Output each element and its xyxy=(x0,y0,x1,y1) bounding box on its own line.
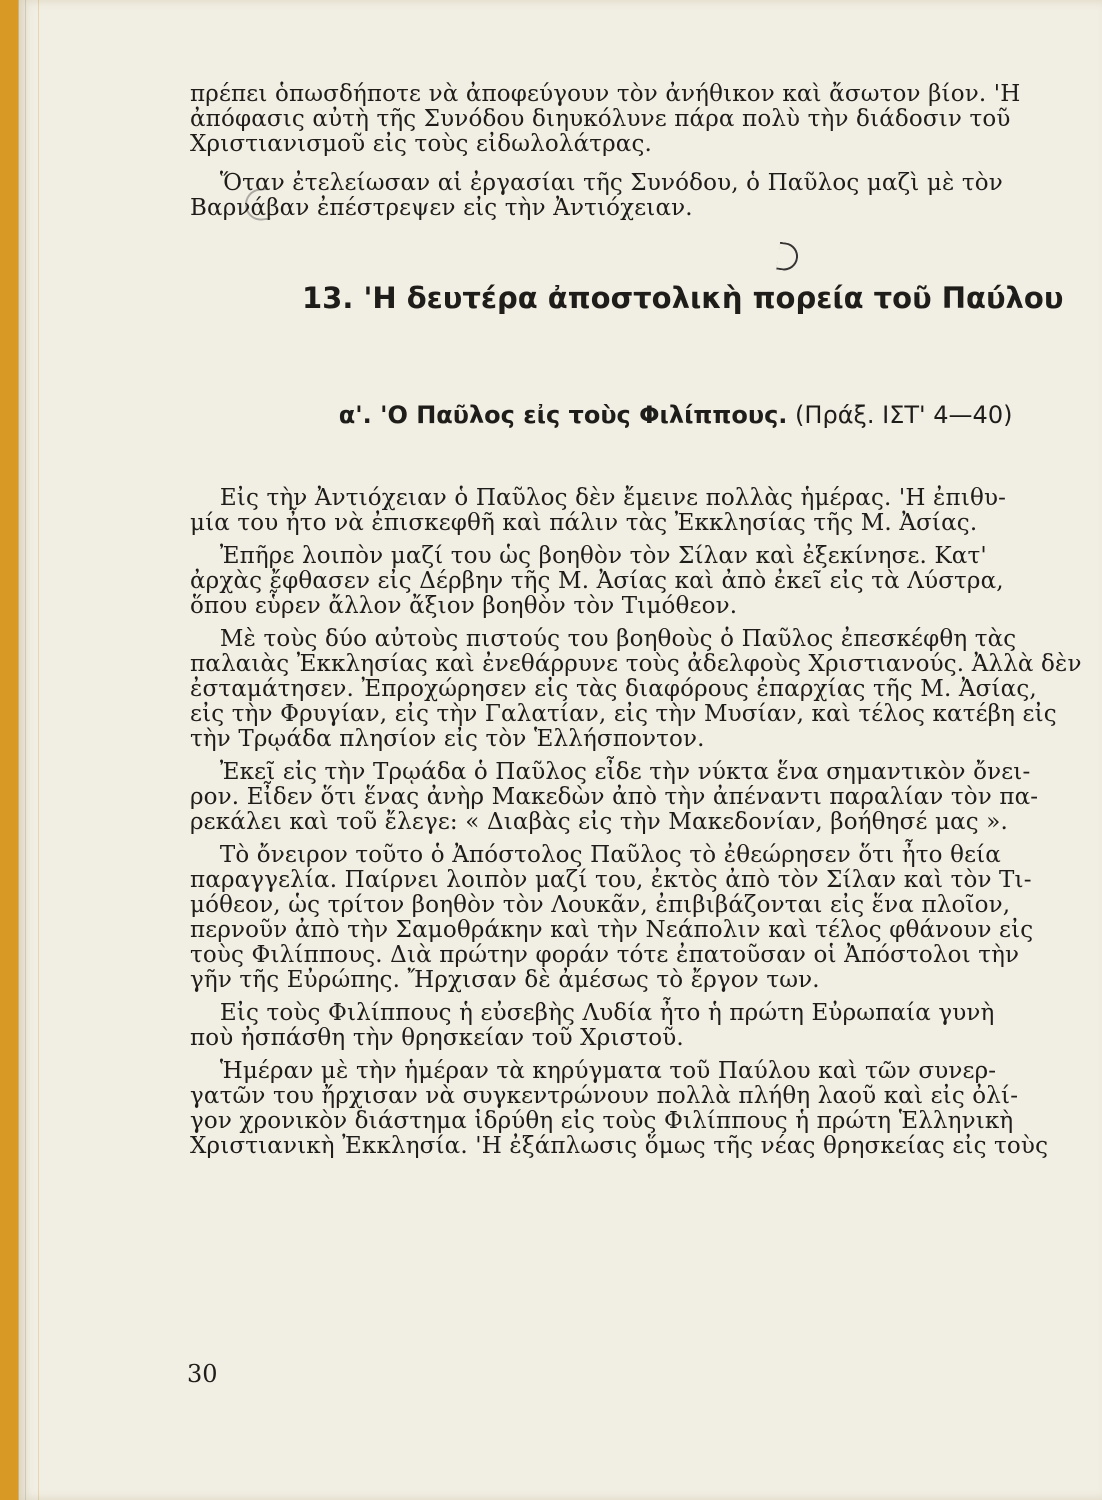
subheading-reference: (Πράξ. ΙΣΤ' 4—40) xyxy=(787,401,1013,429)
document-content xyxy=(190,82,1102,1159)
page-number: 30 xyxy=(187,1360,218,1388)
body-paragraph-6: Εἰς τοὺς Φιλίππους ἡ εὐσεβὴς Λυδία ἦτο ἡ πρώτη Εὐρωπαία γυνὴ ποὺ ἠσπάσθη τὴν θρησκείαν τοῦ Χριστοῦ. xyxy=(190,1000,995,1051)
body-paragraph-7: Ἡμέραν μὲ τὴν ἡμέραν τὰ κηρύγματα τοῦ Παύλου καὶ τῶν συνερ- γατῶν του ἤρχισαν νὰ συγκεντρώνουν πολλὰ πλήθη λαοῦ καὶ εἰς ὀλί- γον χρονικὸν διάστημα ἱδρύθη εἰς τοὺς Φιλίππους ἡ πρώτη Ἑλληνικὴ Χριστιανικὴ Ἐκκλησία. 'Η ἐξάπλωσις ὅμως τῆς νέας θρησκείας εἰς τοὺς xyxy=(190,1058,1049,1159)
page-edge-line xyxy=(18,0,19,1500)
intro-paragraph-2: Ὅταν ἐτελείωσαν αἱ ἐργασίαι τῆς Συνόδου, ὁ Παῦλος μαζὶ μὲ τὸν Βαρνάβαν ἐπέστρεψεν εἰς τὴν Ἀντιόχειαν. xyxy=(190,170,1003,221)
page-edge-line xyxy=(38,0,39,1500)
body-paragraph-3: Μὲ τοὺς δύο αὐτοὺς πιστούς του βοηθοὺς ὁ Παῦλος ἐπεσκέφθη τὰς παλαιὰς Ἐκκλησίας καὶ ἐνεθάρρυνε τοὺς ἀδελφοὺς Χριστιανούς. Ἀλλὰ δὲν ἐσταμάτησεν. Ἐπροχώρησεν εἰς τὰς διαφόρους ἐπαρχίας τῆς Μ. Ἀσίας, εἰς τὴν Φρυγίαν, εἰς τὴν Γαλατίαν, εἰς τὴν Μυσίαν, καὶ τέλος κατέβη εἰς τὴν Τρῳάδα πλησίον εἰς τὸν Ἑλλήσποντον. xyxy=(190,626,1082,752)
intro-paragraph-1: πρέπει ὁπωσδήποτε νὰ ἀποφεύγουν τὸν ἀνήθικον καὶ ἄσωτον βίον. 'Η ἀπόφασις αὐτὴ τῆς Συνόδου διηυκόλυνε πάρα πολὺ τὴν διάδοσιν τοῦ Χριστιανισμοῦ εἰς τοὺς εἰδωλολάτρας. xyxy=(190,81,1021,157)
body-paragraph-4: Ἐκεῖ εἰς τὴν Τρῳάδα ὁ Παῦλος εἶδε τὴν νύκτα ἕνα σημαντικὸν ὄνει- ρον. Εἶδεν ὅτι ἕνας ἀνὴρ Μακεδὼν ἀπὸ τὴν ἀπέναντι παραλίαν τὸν πα- ρεκάλει καὶ τοῦ ἔλεγε: « Διαβὰς εἰς τὴν Μακεδονίαν, βοήθησέ μας ». xyxy=(190,759,1039,835)
body-paragraph-2: Ἐπῆρε λοιπὸν μαζί του ὡς βοηθὸν τὸν Σίλαν καὶ ἐξεκίνησε. Κατ' ἀρχὰς ἔφθασεν εἰς Δέρβην τῆς Μ. Ἀσίας καὶ ἀπὸ ἐκεῖ εἰς τὰ Λύστρα, ὅπου εὗρεν ἄλλον ἄξιον βοηθὸν τὸν Τιμόθεον. xyxy=(190,543,1004,619)
subheading xyxy=(293,376,1102,454)
document-page xyxy=(18,0,1102,1500)
subheading-label: α'. 'Ο Παῦλος εἰς τοὺς Φιλίππους. xyxy=(338,401,788,429)
body-paragraph-1: Εἰς τὴν Ἀντιόχειαν ὁ Παῦλος δὲν ἔμεινε πολλὰς ἡμέρας. 'Η ἐπιθυ- μία του ἦτο νὰ ἐπισκεφθῆ καὶ πάλιν τὰς Ἐκκλησίας τῆς Μ. Ἀσίας. xyxy=(190,485,1007,536)
page-edge-line xyxy=(25,0,26,1500)
body-paragraph-5: Τὸ ὄνειρον τοῦτο ὁ Ἀπόστολος Παῦλος τὸ ἐθεώρησεν ὅτι ἦτο θεία παραγγελία. Παίρνει λοιπὸν μαζί του, ἐκτὸς ἀπὸ τὸν Σίλαν καὶ τὸν Τι- μόθεον, ὡς τρίτον βοηθὸν τὸν Λουκᾶν, ἐπιβιβάζονται εἰς ἕνα πλοῖον, περνοῦν ἀπὸ τὴν Σαμοθράκην καὶ τὴν Νεάπολιν καὶ τέλος φθάνουν εἰς τοὺς Φιλίππους. Διὰ πρώτην φοράν τότε ἐπατοῦσαν οἱ Ἀπόστολοι τὴν γῆν τῆς Εὐρώπης. Ἤρχισαν δὲ ἀμέσως τὸ ἔργον των. xyxy=(190,842,1034,993)
section-heading: 13. 'Η δευτέρα ἀποστολικὴ πορεία τοῦ Παύλου xyxy=(302,281,1064,315)
